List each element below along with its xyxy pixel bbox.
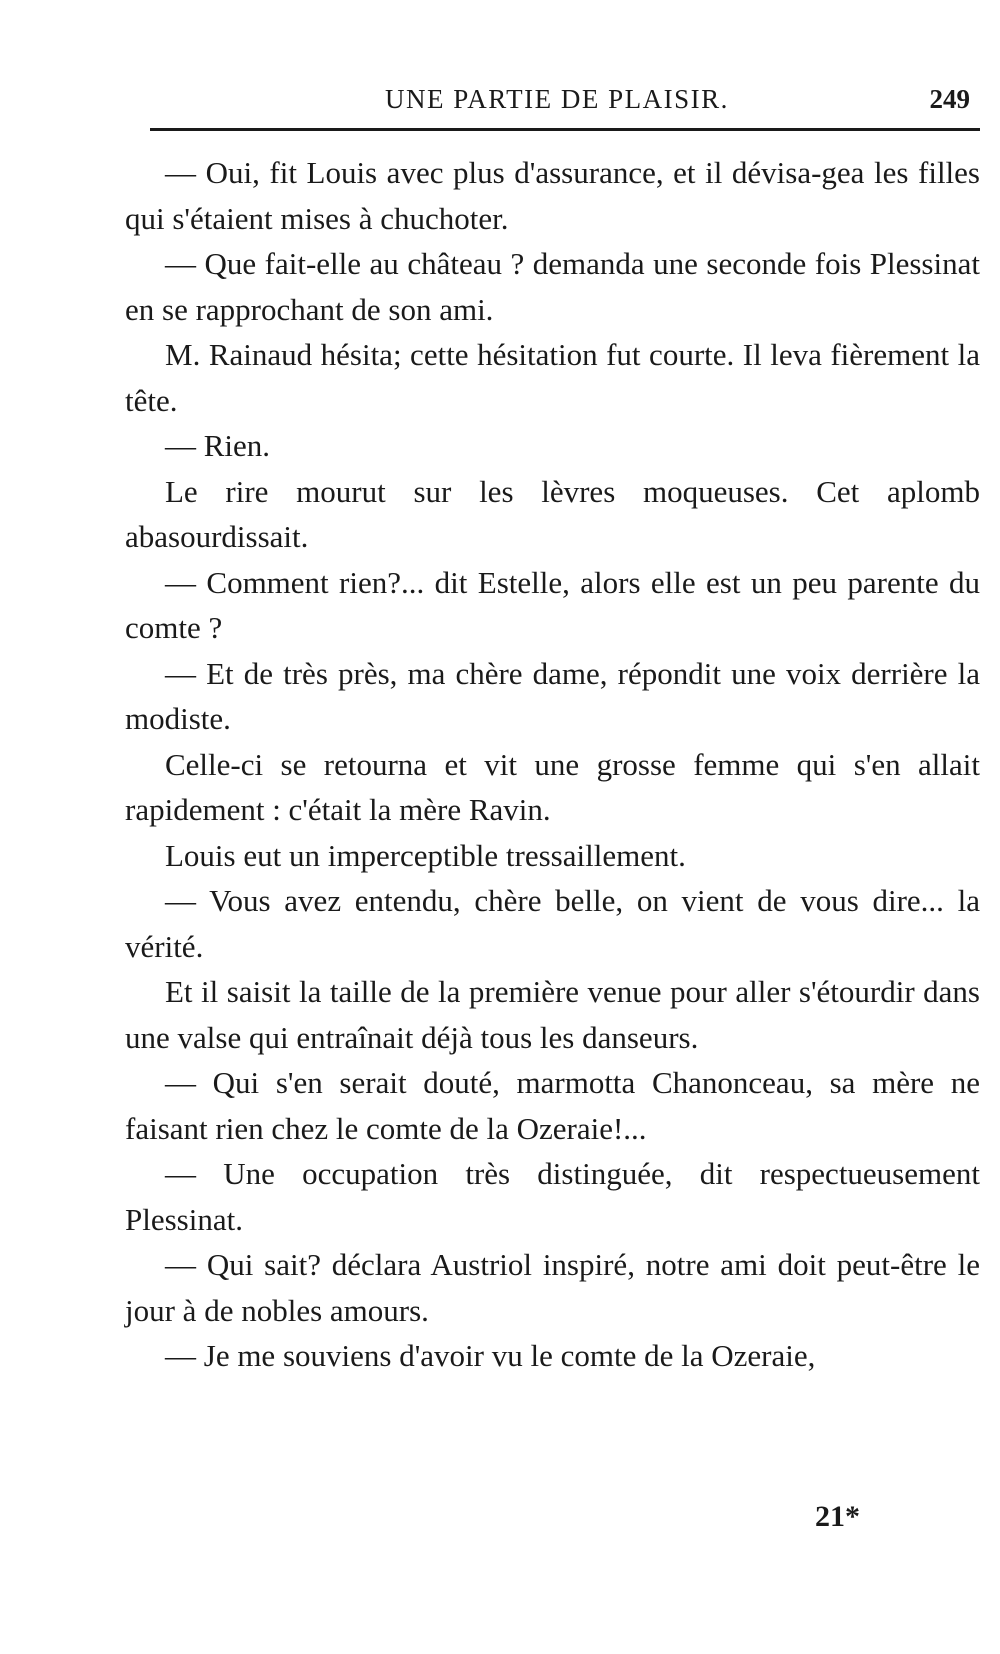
paragraph: M. Rainaud hésita; cette hésitation fut courte. Il leva fièrement la tête. xyxy=(125,337,980,418)
paragraph: — Qui s'en serait douté, marmotta Chanonceau, sa mère ne faisant rien chez le comte de la Ozeraie!... xyxy=(125,1065,980,1146)
header-rule xyxy=(150,128,980,131)
paragraph: — Et de très près, ma chère dame, répondit une voix derrière la modiste. xyxy=(125,655,980,736)
body-text xyxy=(125,150,980,1379)
paragraph: — Je me souviens d'avoir vu le comte de la Ozeraie, xyxy=(165,1338,816,1373)
running-head xyxy=(150,78,970,118)
paragraph: — Qui sait? déclara Austriol inspiré, notre ami doit peut-être le jour à de nobles amours. xyxy=(125,1247,980,1328)
paragraph: — Vous avez entendu, chère belle, on vient de vous dire... la vérité. xyxy=(125,883,980,964)
paragraph: — Que fait-elle au château ? demanda une seconde fois Plessinat en se rapprochant de son ami. xyxy=(125,246,980,327)
paragraph: — Rien. xyxy=(165,428,271,463)
paragraph: — Oui, fit Louis avec plus d'assurance, et il dévisa-geа les filles qui s'étaient mises à chuchoter. xyxy=(125,155,980,236)
paragraph: — Comment rien?... dit Estelle, alors elle est un peu parente du comte ? xyxy=(125,564,980,645)
running-title: UNE PARTIE DE PLAISIR. xyxy=(385,84,729,114)
paragraph: Et il saisit la taille de la première venue pour aller s'étourdir dans une valse qui entraînait déjà tous les danseurs. xyxy=(125,974,980,1055)
paragraph: Le rire mourut sur les lèvres moqueuses. Cet aplomb abasourdissait. xyxy=(125,473,980,554)
signature-mark: 21* xyxy=(815,1500,860,1533)
paragraph: Celle-ci se retourna et vit une grosse femme qui s'en allait rapidement : c'était la mère Ravin. xyxy=(125,746,980,827)
paragraph: — Une occupation très distinguée, dit respectueusement Plessinat. xyxy=(125,1156,980,1237)
paragraph: Louis eut un imperceptible tressaillement. xyxy=(165,837,686,873)
page-number: 249 xyxy=(929,84,970,114)
